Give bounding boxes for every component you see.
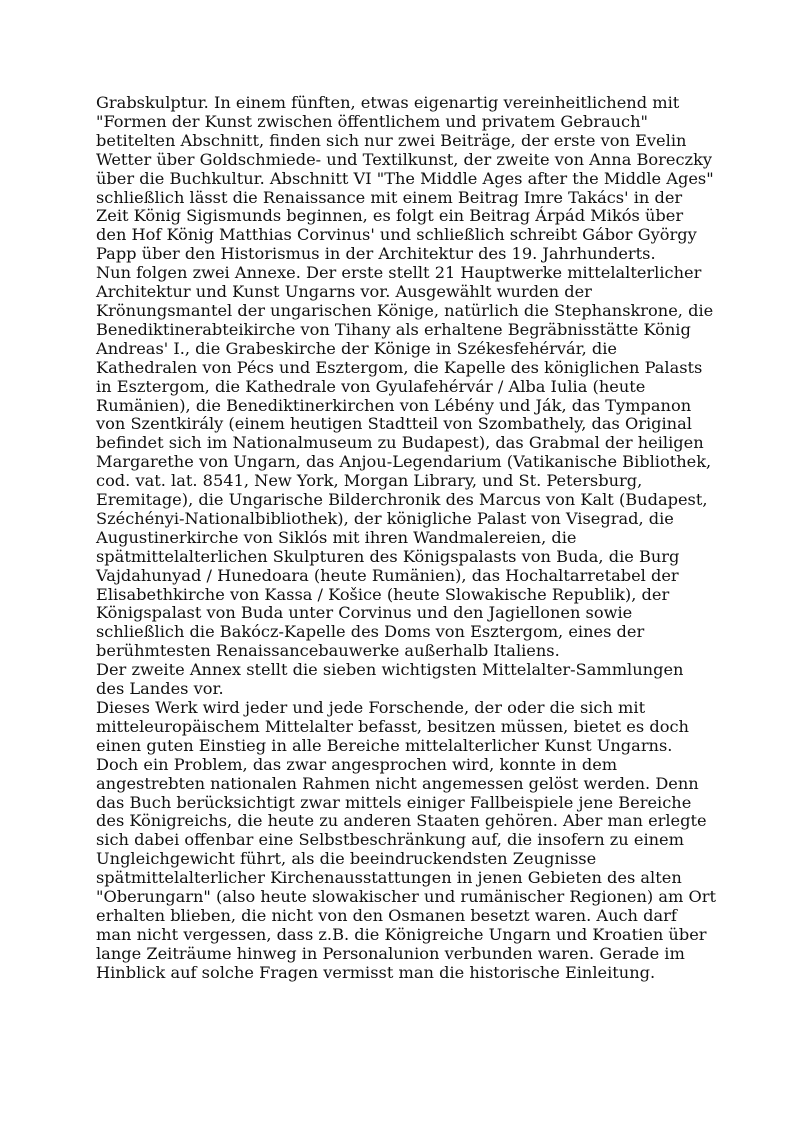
paragraph-annex-two: Der zweite Annex stellt die sieben wichtigsten Mittelalter-Sammlungen des Landes vor. bbox=[96, 660, 684, 699]
document-page bbox=[96, 94, 716, 983]
paragraph-evaluation: Dieses Werk wird jeder und jede Forschende, der oder die sich mit mitteleuropäischem Mittelalter befasst, besitzen müssen, bietet es doch einen guten Einstieg in alle Bereiche mittelalterlicher Kunst Ungarns. Doch ein Problem, das zwar angesprochen wird, konnte in dem angestrebten nationalen Rahmen nicht angemessen gelöst werden. Denn das Buch berücksichtigt zwar mittels einiger Fallbeispiele jene Bereiche des Königreichs, die heute zu anderen Staaten gehören. Aber man erlegte sich dabei offenbar eine Selbstbeschränkung auf, die insofern zu einem Ungleichgewicht führt, als die beeindruckendsten Zeugnisse spätmittelalterlicher Kirchenausstattungen in jenen Gebieten des alten "Oberungarn" (also heute slowakischer und rumänischer Regionen) am Ort erhalten blieben, die nicht von den Osmanen besetzt waren. Auch darf man nicht vergessen, dass z.B. die Königreiche Ungarn und Kroatien über lange Zeiträume hinweg in Personalunion verbunden waren. Gerade im Hinblick auf solche Fragen vermisst man die historische Einleitung. bbox=[96, 698, 716, 982]
paragraph-section-summary: Grabskulptur. In einem fünften, etwas eigenartig vereinheitlichend mit "Formen der Kunst zwischen öffentlichem und privatem Gebrauch" betitelten Abschnitt, finden sich nur zwei Beiträge, der erste von Evelin Wetter über Goldschmiede- und Textilkunst, der zweite von Anna Boreczky über die Buchkultur. Abschnitt VI "The Middle Ages after the Middle Ages" schließlich lässt die Renaissance mit einem Beitrag Imre Takács' in der Zeit König Sigismunds beginnen, es folgt ein Beitrag Árpád Mikós über den Hof König Matthias Corvinus' und schließlich schreibt Gábor György Papp über den Historismus in der Architektur des 19. Jahrhunderts. bbox=[96, 93, 714, 264]
paragraph-annex-one: Nun folgen zwei Annexe. Der erste stellt 21 Hauptwerke mittelalterlicher Architektur und Kunst Ungarns vor. Ausgewählt wurden der Krönungsmantel der ungarischen Könige, natürlich die Stephanskrone, die Benediktinerabteikirche von Tihany als erhaltene Begräbnisstätte König Andreas' I., die Grabeskirche der Könige in Székesfehérvár, die Kathedralen von Pécs und Esztergom, die Kapelle des königlichen Palasts in Esztergom, die Kathedrale von Gyulafehérvár / Alba Iulia (heute Rumänien), die Benediktinerkirchen von Lébény und Ják, das Tympanon von Szentkirály (einem heutigen Stadtteil von Szombathely, das Original befindet sich im Nationalmuseum zu Budapest), das Grabmal der heiligen Margarethe von Ungarn, das Anjou-Legendarium (Vatikanische Bibliothek, cod. vat. lat. 8541, New York, Morgan Library, und St. Petersburg, Eremitage), die Ungarische Bilderchronik des Marcus von Kalt (Budapest, Széchényi-Nationalbibliothek), der königliche Palast von Visegrad, die Augustinerkirche von Siklós mit ihren Wandmalereien, die spätmittelalterlichen Skulpturen des Königspalasts von Buda, die Burg Vajdahunyad / Hunedoara (heute Rumänien), das Hochaltarretabel der Elisabethkirche von Kassa / Košice (heute Slowakische Republik), der Königspalast von Buda unter Corvinus und den Jagiellonen sowie schließlich die Bakócz-Kapelle des Doms von Esztergom, eines der berühmtesten Renaissancebauwerke außerhalb Italiens. bbox=[96, 263, 714, 661]
